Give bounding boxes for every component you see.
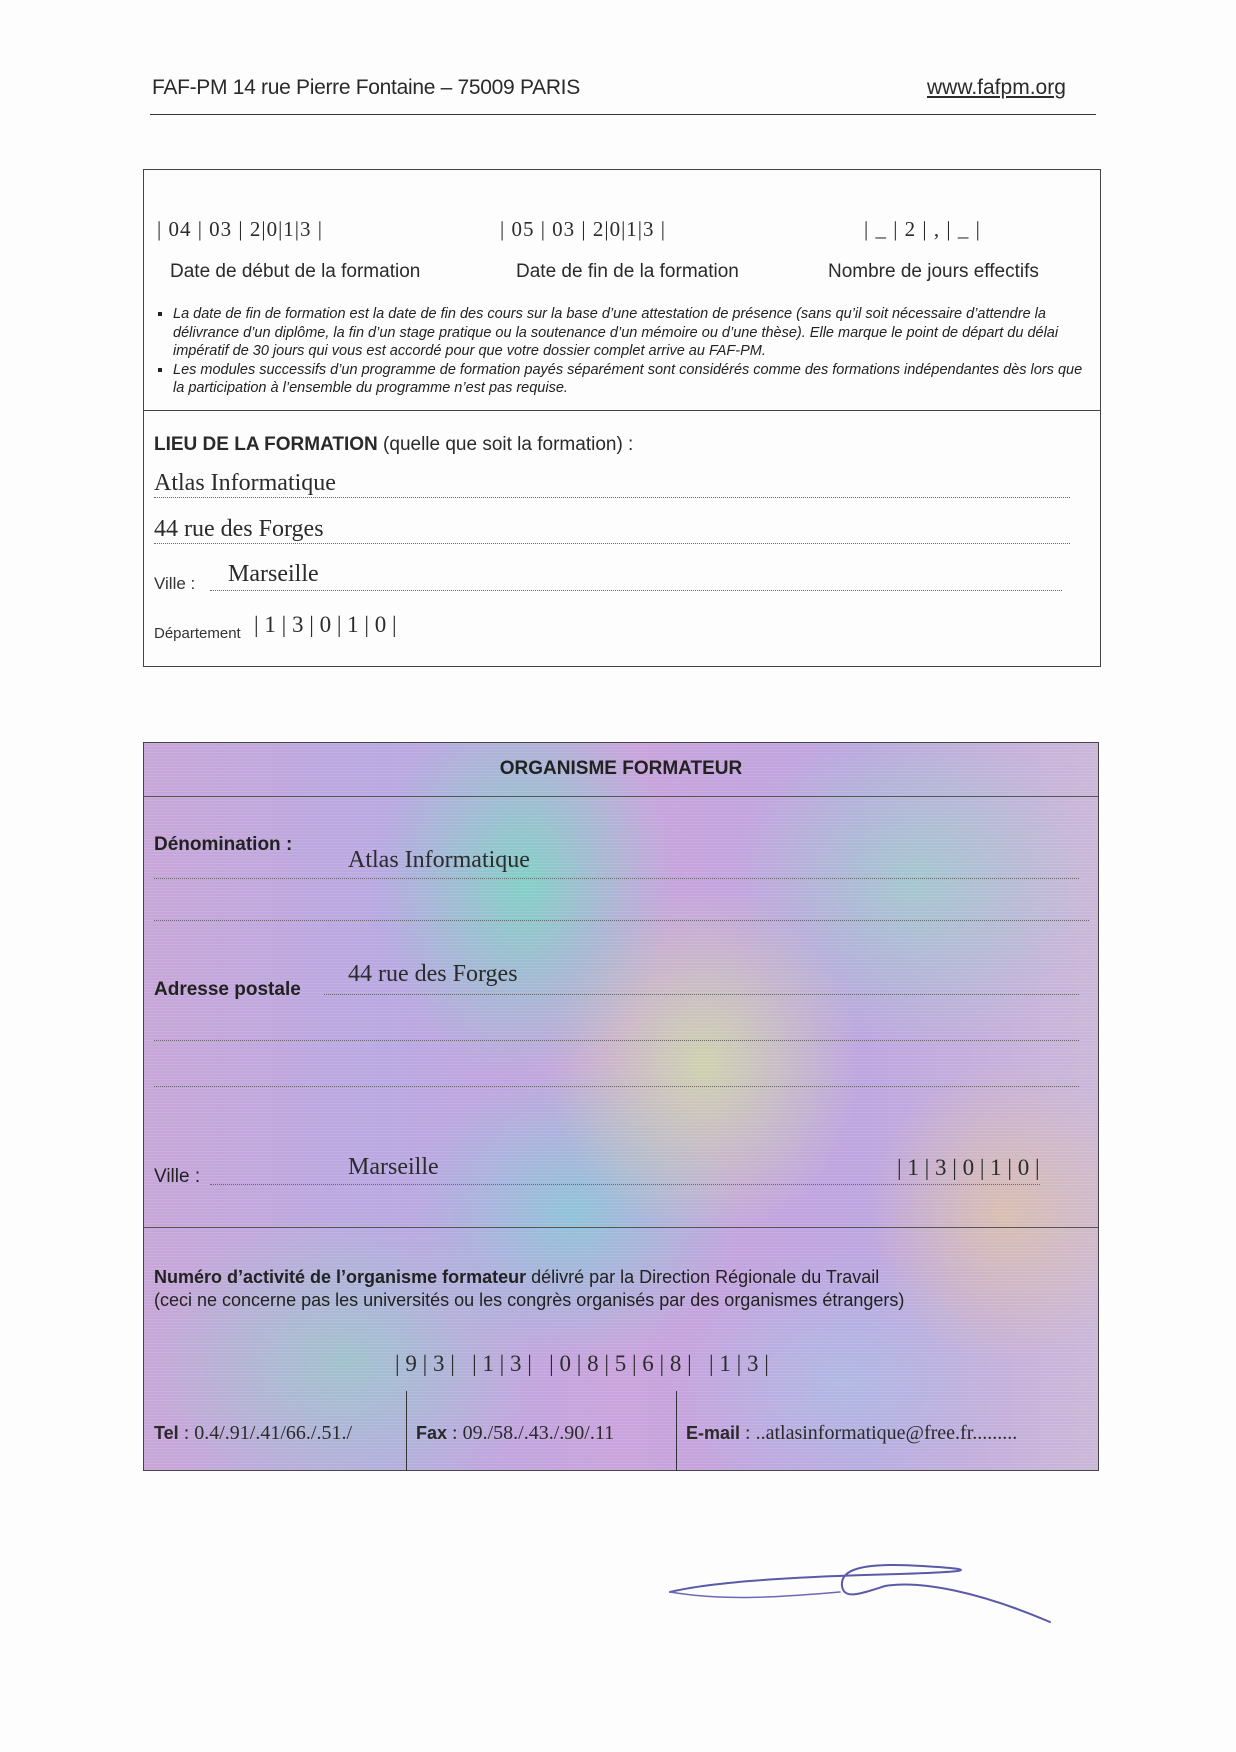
numero-note: (ceci ne concerne pas les universités ou les congrès organisés par des organismes étrangers) (154, 1290, 905, 1310)
fax-label: Fax (416, 1423, 448, 1443)
denomination-label: Dénomination : (154, 834, 293, 855)
numero-label-bold: Numéro d’activité de l’organisme formateur (154, 1267, 527, 1287)
numero-divider (144, 1227, 1098, 1228)
header-divider (150, 114, 1096, 115)
days-count-digits[interactable]: | _ | 2 | , | _ | (864, 217, 981, 241)
header-website-link[interactable]: www.fafpm.org (927, 76, 1066, 99)
note-item: ▪ Les modules successifs d’un programme de formation payés séparément sont considérés comme des formations indépendantes dès lors que la participation à l’ensemble du programme n’est pas requise. (173, 361, 1090, 398)
box-divider (143, 410, 1101, 411)
tel-field (154, 1422, 352, 1445)
denomination-line (154, 878, 1079, 879)
ville-line (210, 1184, 1040, 1185)
numero-activite-digits[interactable]: | 9 | 3 | | 1 | 3 | | 0 | 8 | 5 | 6 | 8 | | 1 | 3 | (395, 1351, 769, 1376)
email-label: E-mail (686, 1423, 741, 1443)
lieu-address-value[interactable]: 44 rue des Forges (154, 516, 324, 542)
denomination-value[interactable]: Atlas Informatique (348, 847, 530, 873)
header-address: FAF-PM 14 rue Pierre Fontaine – 75009 PARIS (152, 76, 580, 99)
numero-label (154, 1266, 1074, 1289)
postal-code-digits[interactable]: | 1 | 3 | 0 | 1 | 0 | (897, 1155, 1040, 1180)
lieu-title-bold: LIEU DE LA FORMATION (154, 434, 378, 455)
lieu-dept-digits[interactable]: | 1 | 3 | 0 | 1 | 0 | (254, 612, 397, 637)
organisme-formateur-box (143, 742, 1099, 1471)
lieu-city-label: Ville : (154, 574, 196, 593)
end-date-label: Date de fin de la formation (516, 261, 739, 282)
ville-value[interactable]: Marseille (348, 1154, 439, 1180)
adresse-label: Adresse postale (154, 979, 301, 1000)
formation-dates-box (143, 169, 1101, 667)
adresse-line (324, 994, 1079, 995)
lieu-title (154, 434, 633, 456)
adresse-line-2 (154, 1040, 1079, 1041)
contact-separator (406, 1391, 407, 1471)
lieu-city-value[interactable]: Marseille (228, 561, 319, 587)
signature-graphic (660, 1530, 1060, 1640)
adresse-value[interactable]: 44 rue des Forges (348, 961, 518, 987)
fax-value[interactable]: : 09./58./.43./.90/.11 (452, 1422, 615, 1444)
lieu-title-rest: (quelle que soit la formation) : (377, 434, 634, 455)
lieu-name-value[interactable]: Atlas Informatique (154, 470, 336, 496)
start-date-label: Date de début de la formation (170, 261, 421, 282)
contact-separator (676, 1391, 677, 1471)
tel-value[interactable]: : 0.4/.91/.41/66./.51./ (183, 1422, 353, 1444)
tel-label: Tel (154, 1423, 179, 1443)
lieu-dept-label: Département (154, 625, 241, 642)
end-date-digits[interactable]: | 05 | 03 | 2|0|1|3 | (500, 217, 666, 241)
lieu-address-line (154, 543, 1070, 544)
email-field (686, 1422, 1017, 1445)
numero-block (154, 1266, 1074, 1312)
ville-label: Ville : (154, 1166, 201, 1187)
email-value[interactable]: : ..atlasinformatique@free.fr......... (745, 1422, 1018, 1444)
dates-notes (155, 305, 1090, 398)
numero-label-rest: délivré par la Direction Régionale du Travail (526, 1267, 880, 1287)
lieu-name-line (154, 497, 1070, 498)
lieu-city-line (210, 590, 1062, 591)
adresse-line-3 (154, 1086, 1079, 1087)
note-item: ▪ La date de fin de formation est la date de fin des cours sur la base d’une attestation de présence (sans qu’il soit nécessaire d’attendre la délivrance d’un diplôme, la fin d’un stage pratique ou la soutenance d’un mémoire ou d’une thèse). Elle marque le point de départ du délai impératif de 30 jours qui vous est accordé pour que votre dossier complet arrive au FAF-PM. (173, 305, 1090, 361)
organisme-title: ORGANISME FORMATEUR (499, 758, 743, 779)
fax-field (416, 1422, 614, 1445)
denomination-line-2 (154, 920, 1089, 921)
days-count-label: Nombre de jours effectifs (828, 261, 1039, 282)
organisme-title-divider (144, 796, 1098, 797)
start-date-digits[interactable]: | 04 | 03 | 2|0|1|3 | (157, 217, 323, 241)
